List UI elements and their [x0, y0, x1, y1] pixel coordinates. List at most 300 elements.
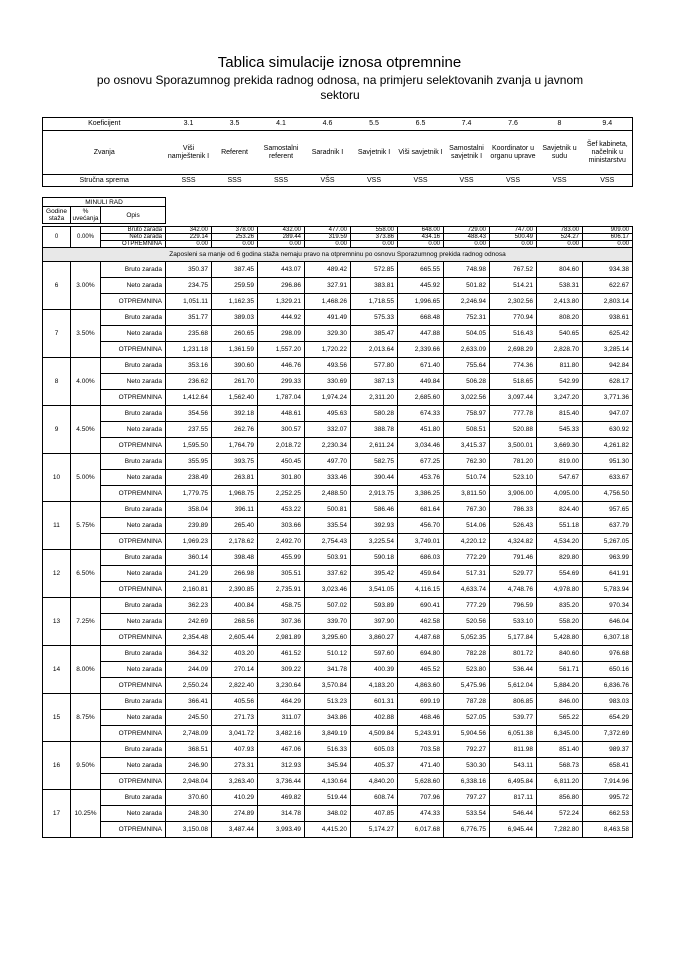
gross-salary-cell: 389.03 — [212, 310, 258, 326]
severance-cell: 1,969.23 — [166, 534, 212, 550]
gross-salary-cell: 786.33 — [490, 502, 537, 518]
gross-salary-cell: 453.22 — [258, 502, 305, 518]
gross-salary-cell: 806.85 — [490, 694, 537, 710]
years-cell: 15 — [43, 694, 71, 742]
net-salary-cell: 453.76 — [398, 470, 444, 486]
gross-salary-cell: 370.60 — [166, 790, 212, 806]
net-salary-cell: 628.17 — [583, 374, 633, 390]
gross-salary-cell: 390.60 — [212, 358, 258, 374]
net-salary-cell: 561.71 — [537, 662, 583, 678]
table-row — [43, 630, 633, 646]
net-salary-cell: 526.43 — [490, 518, 537, 534]
gross-salary-cell: 690.41 — [398, 598, 444, 614]
row-label: Bruto zarada — [101, 454, 166, 470]
severance-cell: 2,605.44 — [212, 630, 258, 646]
row-label: OTPREMNINA — [101, 342, 166, 358]
net-salary-cell: 327.91 — [305, 278, 351, 294]
gross-salary-cell: 580.28 — [351, 406, 398, 422]
gross-salary-cell: 846.00 — [537, 694, 583, 710]
table-row — [43, 470, 633, 486]
table-row — [43, 582, 633, 598]
severance-cell: 3,669.30 — [537, 438, 583, 454]
row-label: Bruto zarada — [101, 227, 166, 234]
severance-cell: 5,428.80 — [537, 630, 583, 646]
gross-salary-cell: 493.56 — [305, 358, 351, 374]
net-salary-cell: 270.14 — [212, 662, 258, 678]
education-cell: VSS — [505, 176, 520, 184]
gross-salary-cell: 811.98 — [490, 742, 537, 758]
net-salary-cell: 265.40 — [212, 518, 258, 534]
severance-cell: 3,386.25 — [398, 486, 444, 502]
table-row — [43, 262, 633, 278]
severance-cell: 0.00 — [258, 241, 305, 248]
net-salary-cell: 524.27 — [537, 234, 583, 241]
gross-salary-cell: 405.56 — [212, 694, 258, 710]
severance-cell: 5,783.94 — [583, 582, 633, 598]
net-salary-cell: 263.81 — [212, 470, 258, 486]
education-cell: SSS — [273, 176, 288, 184]
severance-cell: 4,748.76 — [490, 582, 537, 598]
severance-cell: 1,787.04 — [258, 390, 305, 406]
severance-cell: 6,051.38 — [490, 726, 537, 742]
net-salary-cell: 390.44 — [351, 470, 398, 486]
net-salary-cell: 268.56 — [212, 614, 258, 630]
severance-cell: 3,263.40 — [212, 774, 258, 790]
severance-cell: 2,413.80 — [537, 294, 583, 310]
severance-cell: 0.00 — [398, 241, 444, 248]
table-row — [43, 534, 633, 550]
table-row — [43, 342, 633, 358]
row-label: OTPREMNINA — [101, 774, 166, 790]
net-salary-cell: 311.07 — [258, 710, 305, 726]
net-salary-cell: 271.73 — [212, 710, 258, 726]
severance-cell: 4,756.50 — [583, 486, 633, 502]
severance-cell: 3,487.44 — [212, 822, 258, 838]
table-row — [43, 374, 633, 390]
years-header: Godine staža — [43, 207, 71, 224]
coefficient-cell: 7.6 — [490, 118, 537, 131]
net-salary-cell: 348.02 — [305, 806, 351, 822]
net-salary-cell: 547.67 — [537, 470, 583, 486]
table-row — [43, 438, 633, 454]
years-cell: 17 — [43, 790, 71, 838]
net-salary-cell: 298.09 — [258, 326, 305, 342]
row-label: OTPREMNINA — [101, 630, 166, 646]
gross-salary-cell: 665.55 — [398, 262, 444, 278]
gross-salary-cell: 432.00 — [258, 227, 305, 234]
severance-cell: 2,822.40 — [212, 678, 258, 694]
net-salary-cell: 305.51 — [258, 566, 305, 582]
gross-salary-cell: 835.20 — [537, 598, 583, 614]
net-salary-cell: 307.36 — [258, 614, 305, 630]
row-label: Neto zarada — [101, 234, 166, 241]
coefficient-cell: 3.5 — [212, 118, 258, 131]
position-cell: Savjetnik I — [351, 131, 398, 175]
eligibility-note: Zaposleni sa manje od 6 godina staža nemaju pravo na otpremninu po osnovu Sporazumnog prekida radnog odnosa — [43, 248, 633, 262]
years-cell: 6 — [43, 262, 71, 310]
table-row — [43, 614, 633, 630]
severance-cell: 6,836.76 — [583, 678, 633, 694]
severance-cell: 2,981.89 — [258, 630, 305, 646]
net-salary-cell: 625.42 — [583, 326, 633, 342]
page-subtitle: po osnovu Sporazumnog prekida radnog odnosa, na primjeru selektovanih zvanja u javnom sektoru — [96, 73, 584, 102]
net-salary-cell: 229.14 — [166, 234, 212, 241]
severance-cell: 1,562.40 — [212, 390, 258, 406]
gross-salary-cell: 787.28 — [444, 694, 490, 710]
gross-salary-cell: 671.40 — [398, 358, 444, 374]
gross-salary-cell: 393.75 — [212, 454, 258, 470]
severance-cell: 7,914.96 — [583, 774, 633, 790]
gross-salary-cell: 396.11 — [212, 502, 258, 518]
gross-salary-cell: 586.46 — [351, 502, 398, 518]
row-label: Bruto zarada — [101, 790, 166, 806]
table-row — [43, 406, 633, 422]
severance-cell: 5,174.27 — [351, 822, 398, 838]
severance-cell: 3,811.50 — [444, 486, 490, 502]
table-row — [43, 310, 633, 326]
net-salary-cell: 459.64 — [398, 566, 444, 582]
gross-salary-cell: 387.45 — [212, 262, 258, 278]
severance-cell: 2,252.25 — [258, 486, 305, 502]
severance-cell: 2,013.64 — [351, 342, 398, 358]
net-salary-cell: 273.31 — [212, 758, 258, 774]
severance-cell: 3,034.46 — [398, 438, 444, 454]
row-label: Neto zarada — [101, 710, 166, 726]
net-salary-cell: 405.37 — [351, 758, 398, 774]
severance-cell: 2,230.34 — [305, 438, 351, 454]
severance-cell: 4,487.68 — [398, 630, 444, 646]
table-row — [43, 358, 633, 374]
coefficient-cell: 7.4 — [444, 118, 490, 131]
gross-salary-cell: 983.03 — [583, 694, 633, 710]
coefficient-cell: 4.1 — [258, 118, 305, 131]
table-row — [43, 294, 633, 310]
severance-cell: 0.00 — [166, 241, 212, 248]
net-salary-cell: 518.65 — [490, 374, 537, 390]
gross-salary-cell: 748.98 — [444, 262, 490, 278]
net-salary-cell: 630.92 — [583, 422, 633, 438]
severance-cell: 1,968.75 — [212, 486, 258, 502]
base-row-severance — [43, 241, 633, 248]
severance-cell: 7,372.69 — [583, 726, 633, 742]
net-salary-cell: 572.24 — [537, 806, 583, 822]
net-salary-cell: 506.28 — [444, 374, 490, 390]
education-cell: VSS — [366, 176, 381, 184]
gross-salary-cell: 694.80 — [398, 646, 444, 662]
severance-cell: 6,495.84 — [490, 774, 537, 790]
net-salary-cell: 319.59 — [305, 234, 351, 241]
net-salary-cell: 314.78 — [258, 806, 305, 822]
gross-salary-cell: 458.75 — [258, 598, 305, 614]
net-salary-cell: 533.54 — [444, 806, 490, 822]
net-salary-cell: 253.26 — [212, 234, 258, 241]
positions-header-table — [42, 117, 633, 187]
net-salary-cell: 514.06 — [444, 518, 490, 534]
severance-cell: 1,231.18 — [166, 342, 212, 358]
net-salary-cell: 520.88 — [490, 422, 537, 438]
coefficient-cell: 9.4 — [583, 118, 633, 131]
net-salary-cell: 387.13 — [351, 374, 398, 390]
gross-salary-cell: 963.99 — [583, 550, 633, 566]
severance-cell: 1,764.79 — [212, 438, 258, 454]
gross-salary-cell: 450.45 — [258, 454, 305, 470]
gross-salary-cell: 767.52 — [490, 262, 537, 278]
net-salary-cell: 246.90 — [166, 758, 212, 774]
severance-cell: 2,492.70 — [258, 534, 305, 550]
severance-cell: 5,243.91 — [398, 726, 444, 742]
net-salary-cell: 641.91 — [583, 566, 633, 582]
gross-salary-cell: 934.38 — [583, 262, 633, 278]
net-salary-cell: 407.85 — [351, 806, 398, 822]
table-row — [43, 694, 633, 710]
severance-cell: 2,390.85 — [212, 582, 258, 598]
row-label: Neto zarada — [101, 422, 166, 438]
severance-cell: 1,718.55 — [351, 294, 398, 310]
severance-cell: 2,754.43 — [305, 534, 351, 550]
net-salary-cell: 301.80 — [258, 470, 305, 486]
gross-salary-cell: 707.96 — [398, 790, 444, 806]
net-salary-cell: 312.93 — [258, 758, 305, 774]
gross-salary-cell: 792.27 — [444, 742, 490, 758]
gross-salary-cell: 947.07 — [583, 406, 633, 422]
net-salary-cell: 383.81 — [351, 278, 398, 294]
severance-cell: 1,051.11 — [166, 294, 212, 310]
severance-cell: 3,906.00 — [490, 486, 537, 502]
severance-cell: 1,329.21 — [258, 294, 305, 310]
position-cell: Šef kabineta, načelnik u ministarstvu — [583, 131, 633, 175]
years-cell: 14 — [43, 646, 71, 694]
net-salary-cell: 262.76 — [212, 422, 258, 438]
gross-salary-cell: 444.92 — [258, 310, 305, 326]
severance-cell: 7,282.80 — [537, 822, 583, 838]
gross-salary-cell: 582.75 — [351, 454, 398, 470]
row-label: Neto zarada — [101, 326, 166, 342]
gross-salary-cell: 497.70 — [305, 454, 351, 470]
severance-cell: 1,468.26 — [305, 294, 351, 310]
net-salary-cell: 341.78 — [305, 662, 351, 678]
gross-salary-cell: 489.42 — [305, 262, 351, 278]
row-label: OTPREMNINA — [101, 294, 166, 310]
gross-salary-cell: 909.00 — [583, 227, 633, 234]
row-label: Bruto zarada — [101, 550, 166, 566]
net-salary-cell: 530.30 — [444, 758, 490, 774]
gross-salary-cell: 808.20 — [537, 310, 583, 326]
percent-cell: 9.50% — [71, 742, 101, 790]
severance-cell: 3,482.16 — [258, 726, 305, 742]
net-salary-cell: 234.75 — [166, 278, 212, 294]
row-label: Neto zarada — [101, 662, 166, 678]
row-label: OTPREMNINA — [101, 726, 166, 742]
severance-cell: 3,225.54 — [351, 534, 398, 550]
net-salary-cell: 447.88 — [398, 326, 444, 342]
gross-salary-cell: 378.00 — [212, 227, 258, 234]
gross-salary-cell: 407.93 — [212, 742, 258, 758]
gross-salary-cell: 516.33 — [305, 742, 351, 758]
severance-cell: 4,863.60 — [398, 678, 444, 694]
severance-cell: 4,261.82 — [583, 438, 633, 454]
gross-salary-cell: 601.31 — [351, 694, 398, 710]
position-cell: Samostalni savjetnik I — [444, 131, 490, 175]
net-salary-cell: 650.16 — [583, 662, 633, 678]
net-salary-cell: 474.33 — [398, 806, 444, 822]
percent-cell: 10.25% — [71, 790, 101, 838]
gross-salary-cell: 398.48 — [212, 550, 258, 566]
table-row — [43, 502, 633, 518]
severance-cell: 4,633.74 — [444, 582, 490, 598]
net-salary-cell: 538.31 — [537, 278, 583, 294]
gross-salary-cell: 815.40 — [537, 406, 583, 422]
gross-salary-cell: 351.77 — [166, 310, 212, 326]
severance-cell: 2,018.72 — [258, 438, 305, 454]
table-row — [43, 646, 633, 662]
years-cell: 7 — [43, 310, 71, 358]
row-label: Bruto zarada — [101, 694, 166, 710]
coefficient-cell: 3.1 — [166, 118, 212, 131]
net-salary-cell: 333.46 — [305, 470, 351, 486]
net-salary-cell: 606.17 — [583, 234, 633, 241]
severance-cell: 5,884.20 — [537, 678, 583, 694]
percent-cell: 8.00% — [71, 646, 101, 694]
severance-cell: 4,415.20 — [305, 822, 351, 838]
row-label: OTPREMNINA — [101, 486, 166, 502]
gross-salary-cell: 777.29 — [444, 598, 490, 614]
net-salary-cell: 236.62 — [166, 374, 212, 390]
net-salary-cell: 332.07 — [305, 422, 351, 438]
gross-salary-cell: 558.00 — [351, 227, 398, 234]
years-cell: 12 — [43, 550, 71, 598]
net-salary-cell: 339.70 — [305, 614, 351, 630]
severance-cell: 1,162.35 — [212, 294, 258, 310]
education-cell: VSS — [459, 176, 474, 184]
net-salary-cell: 259.59 — [212, 278, 258, 294]
table-row — [43, 550, 633, 566]
gross-salary-cell: 856.80 — [537, 790, 583, 806]
gross-salary-cell: 824.40 — [537, 502, 583, 518]
gross-salary-cell: 353.16 — [166, 358, 212, 374]
table-row — [43, 790, 633, 806]
row-label: Bruto zarada — [101, 742, 166, 758]
severance-cell: 4,116.15 — [398, 582, 444, 598]
net-salary-cell: 488.43 — [444, 234, 490, 241]
gross-salary-cell: 829.80 — [537, 550, 583, 566]
gross-salary-cell: 491.49 — [305, 310, 351, 326]
severance-cell: 3,022.56 — [444, 390, 490, 406]
gross-salary-cell: 752.31 — [444, 310, 490, 326]
gross-salary-cell: 593.89 — [351, 598, 398, 614]
severance-cell: 2,913.75 — [351, 486, 398, 502]
gross-salary-cell: 362.23 — [166, 598, 212, 614]
net-salary-cell: 536.44 — [490, 662, 537, 678]
severance-cell: 2,339.66 — [398, 342, 444, 358]
table-row — [43, 710, 633, 726]
severance-cell: 3,295.60 — [305, 630, 351, 646]
net-salary-cell: 500.49 — [490, 234, 537, 241]
severance-cell: 5,177.84 — [490, 630, 537, 646]
row-label: Bruto zarada — [101, 646, 166, 662]
row-label: Neto zarada — [101, 806, 166, 822]
coefficient-cell: 4.6 — [305, 118, 351, 131]
years-cell: 16 — [43, 742, 71, 790]
row-label: Neto zarada — [101, 758, 166, 774]
row-label: OTPREMNINA — [101, 438, 166, 454]
row-label: OTPREMNINA — [101, 534, 166, 550]
gross-salary-cell: 443.07 — [258, 262, 305, 278]
position-cell: Savjetnik u sudu — [537, 131, 583, 175]
severance-cell: 2,160.81 — [166, 582, 212, 598]
table-row — [43, 726, 633, 742]
gross-salary-cell: 366.41 — [166, 694, 212, 710]
row-label: OTPREMNINA — [101, 241, 166, 248]
severance-table — [42, 226, 633, 838]
gross-salary-cell: 772.29 — [444, 550, 490, 566]
position-row — [43, 131, 633, 175]
years-cell: 11 — [43, 502, 71, 550]
net-salary-cell: 239.89 — [166, 518, 212, 534]
severance-cell: 3,860.27 — [351, 630, 398, 646]
gross-salary-cell: 840.60 — [537, 646, 583, 662]
net-salary-cell: 568.73 — [537, 758, 583, 774]
gross-salary-cell: 851.40 — [537, 742, 583, 758]
net-salary-cell: 343.86 — [305, 710, 351, 726]
net-salary-cell: 241.29 — [166, 566, 212, 582]
severance-cell: 6,776.75 — [444, 822, 490, 838]
net-salary-cell: 529.77 — [490, 566, 537, 582]
net-salary-cell: 385.47 — [351, 326, 398, 342]
net-salary-cell: 261.70 — [212, 374, 258, 390]
severance-cell: 0.00 — [537, 241, 583, 248]
years-cell: 0 — [43, 227, 71, 248]
net-salary-cell: 300.57 — [258, 422, 305, 438]
gross-salary-cell: 410.29 — [212, 790, 258, 806]
net-salary-cell: 508.51 — [444, 422, 490, 438]
row-label: Bruto zarada — [101, 406, 166, 422]
gross-salary-cell: 461.52 — [258, 646, 305, 662]
percent-cell: 5.75% — [71, 502, 101, 550]
gross-salary-cell: 782.28 — [444, 646, 490, 662]
net-salary-cell: 516.43 — [490, 326, 537, 342]
table-row — [43, 806, 633, 822]
net-salary-cell: 523.10 — [490, 470, 537, 486]
percent-cell: 0.00% — [71, 227, 101, 248]
gross-salary-cell: 957.65 — [583, 502, 633, 518]
severance-cell: 3,415.37 — [444, 438, 490, 454]
gross-salary-cell: 469.82 — [258, 790, 305, 806]
table-row — [43, 598, 633, 614]
net-salary-cell: 558.20 — [537, 614, 583, 630]
percent-cell: 7.25% — [71, 598, 101, 646]
base-row-gross-salary — [43, 227, 633, 234]
net-salary-cell: 445.92 — [398, 278, 444, 294]
years-cell: 9 — [43, 406, 71, 454]
gross-salary-cell: 819.00 — [537, 454, 583, 470]
gross-salary-cell: 575.33 — [351, 310, 398, 326]
severance-cell: 2,246.94 — [444, 294, 490, 310]
row-label: Neto zarada — [101, 374, 166, 390]
gross-salary-cell: 364.32 — [166, 646, 212, 662]
percent-header: % uvećanja — [72, 208, 99, 222]
net-salary-cell: 554.69 — [537, 566, 583, 582]
gross-salary-cell: 770.94 — [490, 310, 537, 326]
severance-cell: 1,974.24 — [305, 390, 351, 406]
severance-cell: 3,849.19 — [305, 726, 351, 742]
table-row — [43, 454, 633, 470]
net-salary-cell: 533.10 — [490, 614, 537, 630]
severance-cell: 2,803.14 — [583, 294, 633, 310]
gross-salary-cell: 783.00 — [537, 227, 583, 234]
row-label: Neto zarada — [101, 278, 166, 294]
net-salary-cell: 658.41 — [583, 758, 633, 774]
gross-salary-cell: 572.85 — [351, 262, 398, 278]
